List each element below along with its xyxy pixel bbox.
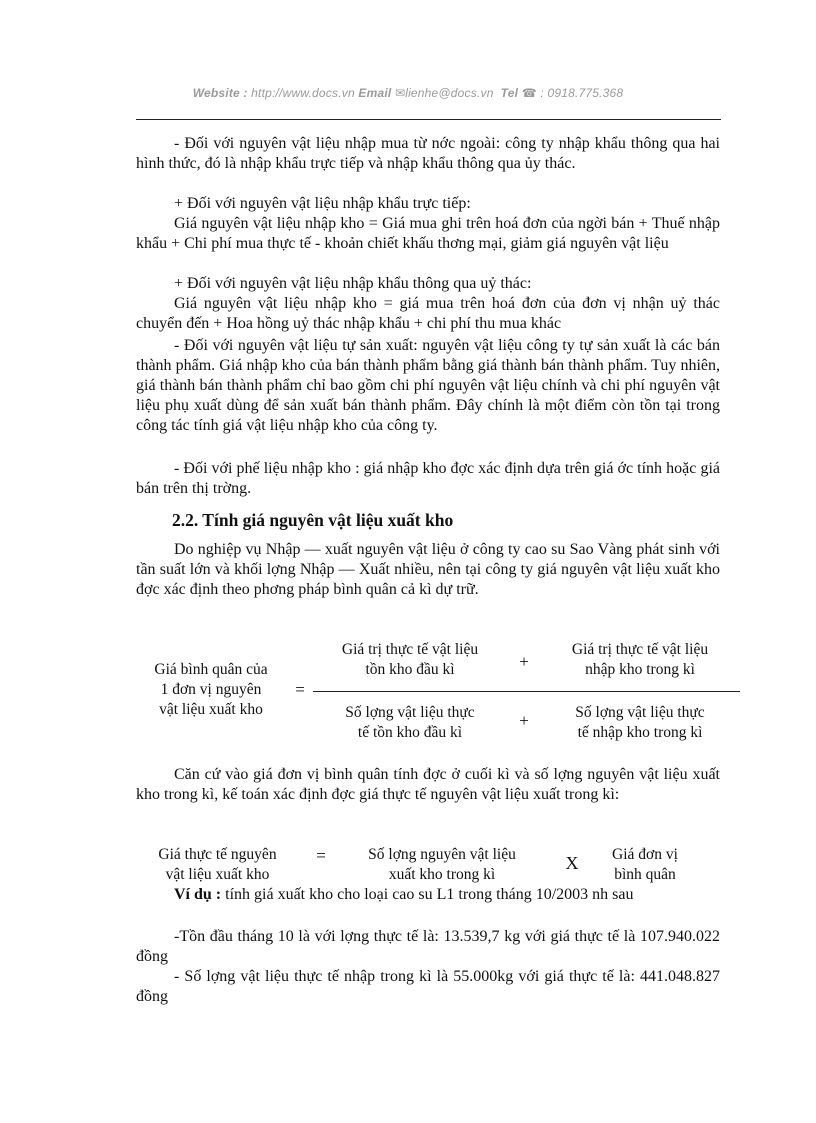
phone-icon: ☎ xyxy=(521,86,537,100)
formula2-times: X xyxy=(565,853,579,873)
email-label: Email xyxy=(358,86,392,100)
paragraph-actual-price: Căn cứ vào giá đơn vị bình quân tính đợc ở cuối kì và số lợng nguyên vật liệu xuất kho trong kì, kế toán xác định đợc giá thực tế nguyên vật liệu xuất trong kì: xyxy=(136,766,720,803)
formula1-equals: = xyxy=(295,680,305,699)
formula1-numerator-a: Giá trị thực tế vật liệu tồn kho đầu kì xyxy=(341,641,479,678)
paragraph-self-produced: - Đối với nguyên vật liệu tự sản xuất: nguyên vật liệu công ty tự sản xuất là các bán thành phẩm. Giá nhập kho của bán thành phẩm bằng giá thành bán thành phẩm. Tuy nhiên, giá thành bán thành phẩm chỉ bao gồm chi phí nguyên vật liệu chính và chi phí nguyên vật liệu phụ xuất dùng để sản xuất bán thành phẩm. Đây chính là một điểm còn tồn tại trong công tác tính giá vật liệu nhập kho của công ty. xyxy=(136,337,720,434)
page-header: Website : http://www.docs.vn Email ✉lienhe@docs.vn Tel ☎ : 0918.775.368 xyxy=(192,86,624,100)
example-label: Ví dụ : xyxy=(174,886,222,903)
header-rule xyxy=(136,119,721,120)
formula2-equals: = xyxy=(316,846,326,865)
paragraph-foreign-import: - Đối với nguyên vật liệu nhập mua từ nớc ngoài: công ty nhập khẩu thông qua hai hình thức, đó là nhập khẩu trực tiếp và nhập khẩu thông qua ủy thác. xyxy=(136,135,720,172)
formula1-denominator-b: Số lợng vật liệu thực tế nhập kho trong kì xyxy=(575,704,705,741)
email-value[interactable]: lienhe@docs.vn xyxy=(405,86,494,100)
formula2-lhs: Giá thực tế nguyên vật liệu xuất kho xyxy=(158,846,277,883)
formula1-fraction-bar xyxy=(313,691,740,692)
paragraph-direct-import-formula: Giá nguyên vật liệu nhập kho = Giá mua ghi trên hoá đơn của ngời bán + Thuế nhập khẩu + Chi phí mua thực tế - khoản chiết khấu thơng mại, giảm giá nguyên vật liệu xyxy=(136,215,720,252)
email-icon: ✉ xyxy=(394,86,406,100)
paragraph-weighted-average: Do nghiệp vụ Nhập — xuất nguyên vật liệu ở công ty cao su Sao Vàng phát sinh với tần suất lớn và khối lợng Nhập — Xuất nhiều, nên tại công ty giá nguyên vật liệu xuất kho đợc xác định theo phơng pháp bình quân cả kì dự trữ. xyxy=(136,541,720,598)
example-text: tính giá xuất kho cho loại cao su L1 trong tháng 10/2003 nh sau xyxy=(221,886,634,903)
formula2-middle: Số lợng nguyên vật liệu xuất kho trong kì xyxy=(368,846,516,883)
formula1-denominator-plus: + xyxy=(519,711,529,730)
tel-label: Tel xyxy=(500,86,519,100)
paragraph-entrusted-import-title: + Đối với nguyên vật liệu nhập khẩu thông qua uỷ thác: xyxy=(174,275,532,292)
website-label: Website : xyxy=(192,86,248,100)
paragraph-scrap: - Đối với phế liệu nhập kho : giá nhập kho đợc xác định dựa trên giá ớc tính hoặc giá bán trên thị trờng. xyxy=(136,460,720,497)
formula1-numerator-b: Giá trị thực tế vật liệu nhập kho trong kì xyxy=(571,641,709,678)
formula1-denominator-a: Số lợng vật liệu thực tế tồn kho đầu kì xyxy=(345,704,475,741)
example-item-opening-stock: -Tồn đầu tháng 10 là với lợng thực tế là: 13.539,7 kg với giá thực tế là 107.940.022 đồng xyxy=(136,928,720,965)
example-paragraph xyxy=(136,885,720,905)
formula1-lhs: Giá bình quân của 1 đơn vị nguyên vật liệu xuất kho xyxy=(154,661,268,718)
formula2-rhs: Giá đơn vị bình quân xyxy=(612,846,678,883)
tel-value: 0918.775.368 xyxy=(547,86,624,100)
formula1-numerator-plus: + xyxy=(519,652,529,671)
website-url[interactable]: http://www.docs.vn xyxy=(251,86,355,100)
paragraph-entrusted-import-formula: Giá nguyên vật liệu nhập kho = giá mua trên hoá đơn của đơn vị nhận uỷ thác chuyển đến + Hoa hồng uỷ thác nhập khẩu + chi phí thu mua khác xyxy=(136,295,720,332)
paragraph-direct-import-title: + Đối với nguyên vật liệu nhập khẩu trực tiếp: xyxy=(174,195,471,212)
section-heading: 2.2. Tính giá nguyên vật liệu xuất kho xyxy=(172,510,454,530)
example-item-imports: - Số lợng vật liệu thực tế nhập trong kì là 55.000kg với giá thực tế là: 441.048.827 đồng xyxy=(136,968,720,1005)
